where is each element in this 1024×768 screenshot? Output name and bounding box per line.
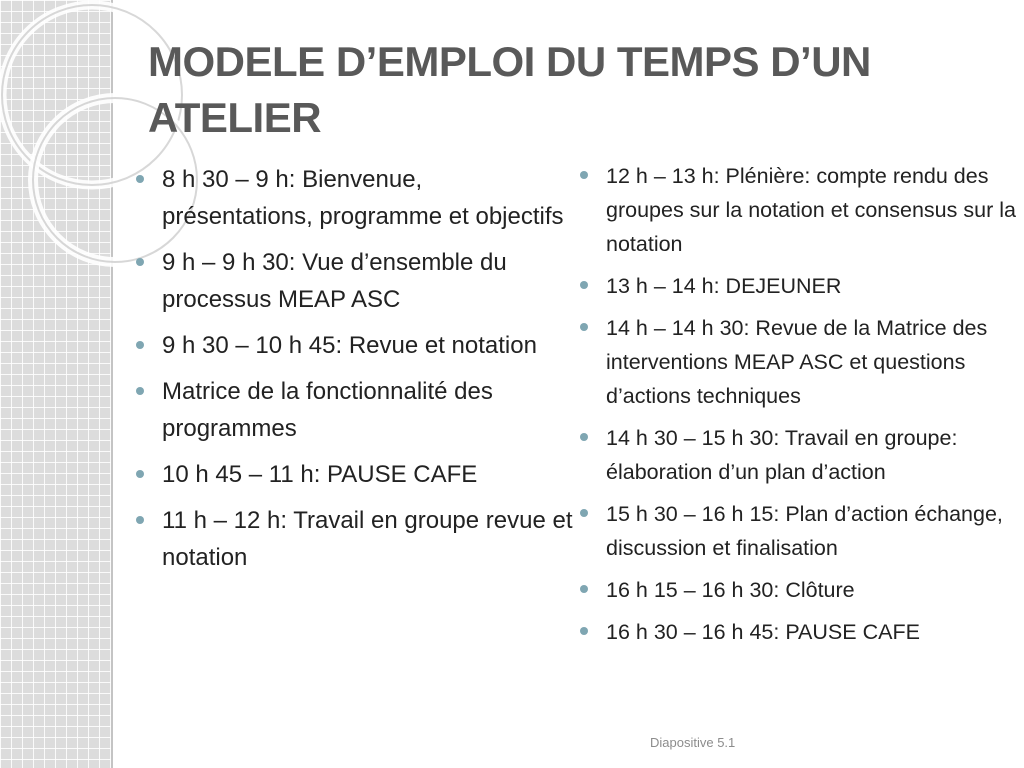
bullet-icon [580, 171, 588, 179]
list-item-text: 11 h – 12 h: Travail en groupe revue et notation [162, 507, 573, 571]
list-item-text: 14 h – 14 h 30: Revue de la Matrice des interventions MEAP ASC et questions d’actions techniques [606, 316, 988, 408]
bullet-icon [136, 516, 144, 524]
list-item-text: 16 h 15 – 16 h 30: Clôture [606, 578, 855, 602]
list-item [578, 497, 1018, 565]
list-item-text: 15 h 30 – 16 h 15: Plan d’action échange, discussion et finalisation [606, 502, 1003, 560]
list-item [134, 502, 574, 576]
list-item-text: 16 h 30 – 16 h 45: PAUSE CAFE [606, 620, 920, 644]
bullet-icon [580, 627, 588, 635]
bullet-icon [580, 585, 588, 593]
page-title: MODELE D’EMPLOI DU TEMPS D’UN ATELIER [148, 38, 871, 141]
list-item [578, 269, 1018, 303]
list-item [578, 311, 1018, 413]
list-item [578, 573, 1018, 607]
bullet-icon [580, 281, 588, 289]
list-item-text: 9 h – 9 h 30: Vue d’ensemble du processus MEAP ASC [162, 249, 507, 313]
bullet-icon [136, 341, 144, 349]
slide-number: Diapositive 5.1 [650, 735, 736, 750]
list-item-text: 13 h – 14 h: DEJEUNER [606, 274, 842, 298]
list-item-text: 14 h 30 – 15 h 30: Travail en groupe: élaboration d’un plan d’action [606, 426, 958, 484]
list-item-text: 10 h 45 – 11 h: PAUSE CAFE [162, 461, 478, 488]
bullet-icon [136, 175, 144, 183]
bullet-icon [580, 509, 588, 517]
bullet-icon [580, 323, 588, 331]
list-item [134, 244, 574, 318]
schedule-list-morning [134, 161, 574, 585]
list-item [134, 161, 574, 235]
list-item [134, 373, 574, 447]
list-item [134, 327, 574, 364]
list-item-text: 8 h 30 – 9 h: Bienvenue, présentations, programme et objectifs [162, 166, 564, 230]
list-item [134, 456, 574, 493]
bullet-icon [580, 433, 588, 441]
list-item [578, 615, 1018, 649]
list-item-text: 9 h 30 – 10 h 45: Revue et notation [162, 332, 537, 359]
list-item-text: 12 h – 13 h: Plénière: compte rendu des groupes sur la notation et consensus sur la notation [606, 164, 1016, 256]
schedule-list-afternoon [578, 159, 1018, 657]
list-item-text: Matrice de la fonctionnalité des programmes [162, 378, 493, 442]
bullet-icon [136, 258, 144, 266]
list-item [578, 159, 1018, 261]
bullet-icon [136, 387, 144, 395]
list-item [578, 421, 1018, 489]
bullet-icon [136, 470, 144, 478]
